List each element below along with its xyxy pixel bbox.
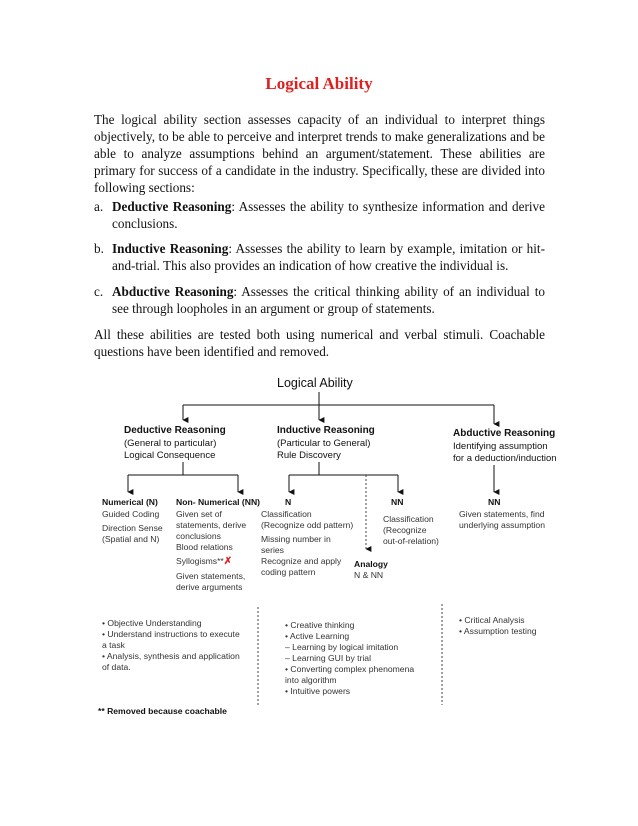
nonnumerical-line: conclusions [176, 531, 221, 541]
footnote: ** Removed because coachable [98, 706, 227, 716]
nonnumerical-line: Given set of [176, 509, 222, 519]
inductive-sub2: Rule Discovery [277, 450, 341, 461]
ind-nn-line: (Recognize [383, 525, 427, 535]
skills-ind-line: – Learning by logical imitation [285, 642, 399, 652]
deductive-sub1: (General to particular) [124, 438, 217, 449]
nonnumerical-line: Given statements, [176, 571, 246, 581]
list-text: : Assesses the ability to learn by example, imitation or hit-and-trial. This also provides an indication of how creative the individual is. [112, 241, 545, 273]
list-text: : Assesses the ability to synthesize information and derive conclusions. [112, 199, 546, 231]
list-marker: c. [94, 284, 104, 299]
nonnumerical-line: Blood relations [176, 542, 233, 552]
ind-n-line: coding pattern [261, 567, 316, 577]
nonnumerical-label: Non- Numerical (NN) [176, 497, 261, 507]
abductive-sub2: for a deduction/induction [453, 453, 557, 464]
deductive-sub2: Logical Consequence [124, 450, 216, 461]
skills-ded-line: • Analysis, synthesis and application [102, 651, 240, 661]
intro-paragraph: The logical ability section assesses capacity of an individual to interpret things objectively, to be able to perceive and interpret trends to make generalizations and be able to analyze assumptions behind an argument/statement. These abilities are primary for success of a candidate in the industry. Specifically, these are divided into following sections: [94, 112, 545, 195]
numerical-line: Guided Coding [102, 509, 160, 519]
list-term: Abductive Reasoning [112, 284, 234, 299]
abductive-title: Abductive Reasoning [453, 428, 556, 439]
nonnumerical-syllogisms [176, 556, 232, 568]
skills-ded-line: a task [102, 640, 125, 650]
inductive-sub1: (Particular to General) [277, 438, 371, 449]
ind-n-line: Missing number in [261, 534, 331, 544]
ind-n-line: (Recognize odd pattern) [261, 520, 354, 530]
ind-nn-label: NN [391, 497, 404, 507]
nonnumerical-line: statements, derive [176, 520, 247, 530]
nonnumerical-line: derive arguments [176, 582, 243, 592]
closing-paragraph: All these abilities are tested both using numerical and verbal stimuli. Coachable questions have been identified and removed. [94, 327, 545, 359]
skills-ded-line: • Objective Understanding [102, 618, 202, 628]
page-title: Logical Ability [265, 74, 373, 93]
ind-n-line: Recognize and apply [261, 556, 342, 566]
list-term: Inductive Reasoning [112, 241, 229, 256]
ind-n-line: Classification [261, 509, 312, 519]
skills-abd-line: • Critical Analysis [459, 615, 525, 625]
abd-nn-line: Given statements, find [459, 509, 545, 519]
numerical-line: (Spatial and N) [102, 534, 160, 544]
skills-ind-line: – Learning GUI by trial [285, 653, 371, 663]
list-item-abductive [94, 283, 545, 317]
list-marker: a. [94, 199, 104, 214]
syllogisms-label: Syllogisms** [176, 556, 224, 566]
numerical-line: Direction Sense [102, 523, 163, 533]
abd-nn-label: NN [488, 497, 501, 507]
skills-ind-line: • Creative thinking [285, 620, 355, 630]
skills-ded-line: of data. [102, 662, 131, 672]
analogy-label: Analogy [354, 559, 388, 569]
removed-x-icon: ✗ [223, 556, 233, 567]
skills-ded-line: • Understand instructions to execute [102, 629, 240, 639]
analogy-sub: N & NN [354, 570, 384, 580]
skills-ind-line: • Intuitive powers [285, 686, 351, 696]
list-text: : Assesses the critical thinking ability of an individual to see through loopholes in an argument or group of statements. [112, 284, 545, 316]
ind-nn-line: Classification [383, 514, 434, 524]
ind-n-label: N [285, 497, 292, 507]
list-term: Deductive Reasoning [112, 199, 232, 214]
inductive-title: Inductive Reasoning [277, 425, 375, 436]
deductive-title: Deductive Reasoning [124, 425, 226, 436]
skills-abd-line: • Assumption testing [459, 626, 537, 636]
ind-n-line: series [261, 545, 284, 555]
abd-nn-line: underlying assumption [459, 520, 545, 530]
list-item-inductive [94, 240, 545, 274]
ind-nn-line: out-of-relation) [383, 536, 439, 546]
skills-ind-line: into algorithm [285, 675, 337, 685]
diagram-root-label: Logical Ability [277, 376, 353, 390]
list-marker: b. [94, 241, 104, 256]
abductive-sub1: Identifying assumption [453, 441, 548, 452]
skills-ind-line: • Active Learning [285, 631, 350, 641]
list-item-deductive [94, 198, 545, 232]
numerical-label: Numerical (N) [102, 497, 158, 507]
skills-ind-line: • Converting complex phenomena [285, 664, 415, 674]
